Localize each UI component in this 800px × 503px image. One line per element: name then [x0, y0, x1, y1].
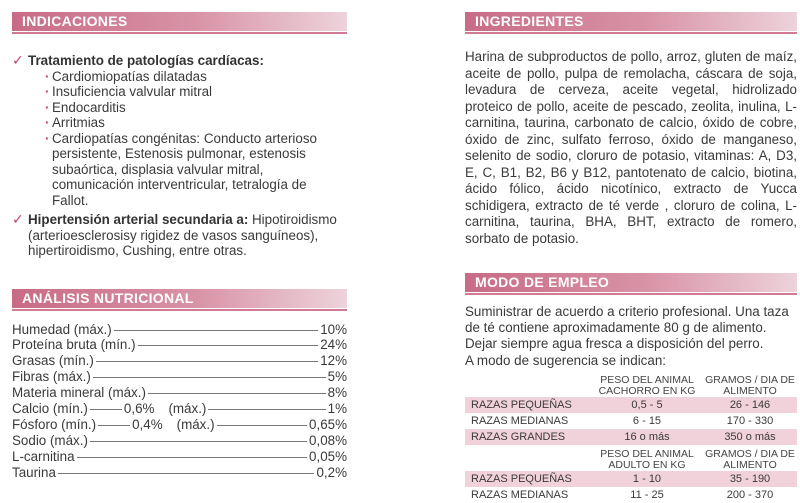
raza-cell: RAZAS MEDIANAS	[465, 487, 591, 503]
indicaciones-list	[12, 53, 347, 259]
analisis-header: ANÁLISIS NUTRICIONAL	[12, 289, 347, 308]
peso-cell: 0,5 - 5	[591, 397, 697, 413]
peso-cell: 16 o más	[591, 429, 697, 445]
checkmark-icon: ✓	[12, 52, 24, 68]
analisis-row	[12, 337, 347, 353]
sub-item: · Cardiopatías congénitas: Conducto arterioso persistente, Estenosis pulmonar, estenosis subaórtica, displasia valvular mitral, comunicación interventricular, tetralogía de Fallot.	[45, 131, 347, 209]
leader-line	[77, 457, 308, 458]
indicacion-item	[12, 212, 347, 259]
analisis-label: Calcio (mín.)	[12, 400, 88, 416]
sub-item: · Cardiomiopatías dilatadas	[45, 69, 347, 85]
analisis-value: 0,05%	[309, 448, 347, 464]
leader-line	[114, 330, 318, 331]
table-row	[465, 413, 797, 429]
analisis-table	[12, 322, 347, 481]
analisis-value: 1%	[327, 400, 347, 416]
checkmark-icon: ✓	[12, 211, 24, 227]
sub-item: · Arritmias	[45, 115, 347, 131]
gramos-cell: 35 - 190	[697, 471, 797, 487]
raza-cell: RAZAS PEQUEÑAS	[465, 397, 591, 413]
analisis-row	[12, 369, 347, 385]
analisis-label-max: (máx.)	[176, 416, 215, 432]
analisis-label: Proteína bruta (mín.)	[12, 337, 136, 353]
analisis-label: Taurina	[12, 464, 56, 480]
peso-cell: 11 - 25	[591, 487, 697, 503]
modo-line: Suministrar de acuerdo a criterio profesional. Una taza de té contiene aproximadamente 80 g de alimento.	[465, 304, 789, 336]
analisis-value: 12%	[320, 353, 347, 369]
leader-line	[90, 409, 122, 410]
ingredientes-header: INGREDIENTES	[465, 12, 797, 31]
analisis-label: Grasas (mín.)	[12, 353, 94, 369]
analisis-value: 0,08%	[309, 432, 347, 448]
sub-item: · Insuficiencia valvular mitral	[45, 84, 347, 100]
raza-cell: RAZAS GRANDES	[465, 429, 591, 445]
analisis-min-value: 0,6%	[123, 400, 155, 416]
table-header-row	[465, 445, 797, 471]
column-header: PESO DEL ANIMAL ADULTO EN KG	[600, 447, 694, 471]
indicacion-title: Hipertensión arterial secundaria a:	[28, 212, 249, 227]
table-row	[465, 471, 797, 487]
gramos-cell: 200 - 370	[697, 487, 797, 503]
raza-cell: RAZAS MEDIANAS	[465, 413, 591, 429]
ingredientes-text: Harina de subproductos de pollo, arroz, gluten de maíz, aceite de pollo, pulpa de remolacha, cáscara de soja, levadura de cerveza, aceite vegetal, hidrolizado proteico de pollo, aceite de pescado, zeolita, inulina, L-carnitina, taurina, carbonato de calcio, óxido de cobre, óxido de zinc, sulfato ferroso, óxido de manganeso, selenito de sodio, cloruro de potasio, vitaminas: A, D3, E, C, B1, B2, B6 y B12, pantotenato de calcio, biotina, ácido fólico, ácido nicotínico, extracto de Yucca schidigera, extracto de té verde , cloruro de colina, L-carnitina, taurina, BHA, BHT, extracto de romero, sorbato de potasio.	[465, 49, 797, 246]
leader-line	[138, 345, 319, 346]
gramos-cell: 350 o más	[697, 429, 797, 445]
indicacion-item	[12, 53, 347, 69]
sub-item: · Endocarditis	[45, 100, 347, 116]
modo-line: Dejar siempre agua fresca a disposición del perro.	[465, 336, 764, 352]
indicacion-sublist	[12, 69, 347, 209]
analisis-label-max: (máx.)	[168, 400, 207, 416]
analisis-row	[12, 449, 347, 465]
analisis-value: 0,2%	[316, 464, 347, 480]
analisis-label: Humedad (máx.)	[12, 321, 112, 337]
analisis-row	[12, 465, 347, 481]
column-header: PESO DEL ANIMAL CACHORRO EN KG	[598, 373, 696, 397]
leader-line	[98, 425, 130, 426]
raza-cell: RAZAS PEQUEÑAS	[465, 471, 591, 487]
leader-line	[93, 377, 326, 378]
right-column	[465, 0, 797, 503]
indicacion-text: Hipotiroidismo (arterioesclerosisy rigidez de vasos sanguíneos), hipertiroidismo, Cushing, entre otras.	[28, 212, 337, 258]
modo-header: MODO DE EMPLEO	[465, 273, 797, 292]
analisis-value: 8%	[327, 385, 347, 401]
analisis-label: Fibras (máx.)	[12, 369, 91, 385]
gramos-cell: 26 - 146	[697, 397, 797, 413]
modo-line: A modo de sugerencia se indican:	[465, 352, 666, 368]
peso-cell: 6 - 15	[591, 413, 697, 429]
analisis-value: 24%	[320, 337, 347, 353]
table-row	[465, 487, 797, 503]
table-header-row	[465, 371, 797, 397]
gramos-cell: 170 - 330	[697, 413, 797, 429]
leader-line	[217, 425, 307, 426]
column-header: GRAMOS / DIA DE ALIMENTO	[705, 447, 795, 471]
indicaciones-header: INDICACIONES	[12, 12, 347, 31]
analisis-label: Sodio (máx.)	[12, 432, 88, 448]
analisis-value: 0,65%	[309, 416, 347, 432]
indicacion-title: Tratamiento de patologías cardíacas:	[28, 53, 264, 68]
left-column	[12, 0, 347, 480]
analisis-row	[12, 353, 347, 369]
modo-text	[465, 304, 797, 369]
analisis-label: Materia mineral (máx.)	[12, 385, 146, 401]
analisis-min-value: 0,4%	[132, 416, 163, 432]
analisis-value: 10%	[320, 321, 347, 337]
analisis-row	[12, 433, 347, 449]
dosage-table	[465, 371, 797, 503]
leader-line	[90, 441, 307, 442]
analisis-label: Fósforo (mín.)	[12, 416, 97, 432]
leader-line	[96, 361, 318, 362]
analisis-value: 5%	[327, 369, 347, 385]
analisis-row	[12, 385, 347, 401]
leader-line	[208, 409, 325, 410]
peso-cell: 1 - 10	[591, 471, 697, 487]
analisis-row	[12, 322, 347, 338]
column-header: GRAMOS / DIA DE ALIMENTO	[705, 373, 795, 397]
table-row	[465, 397, 797, 413]
analisis-label: L-carnitina	[12, 448, 75, 464]
analisis-row	[12, 417, 347, 433]
table-row	[465, 429, 797, 445]
leader-line	[148, 393, 326, 394]
leader-line	[58, 473, 315, 474]
analisis-row	[12, 401, 347, 417]
